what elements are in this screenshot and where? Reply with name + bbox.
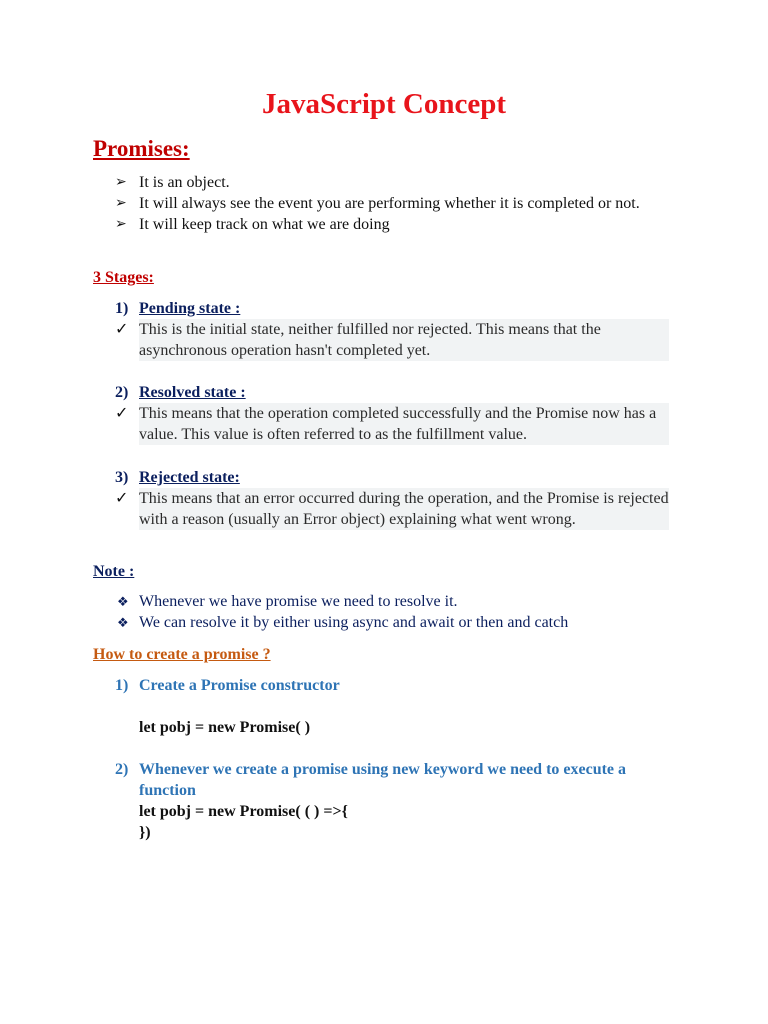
step-label: Whenever we create a promise using new keyword we need to execute a function: [139, 761, 627, 799]
step-number: 2): [115, 761, 129, 778]
stage-title: Pending state :: [139, 300, 241, 317]
arrow-bullet-icon: ➢: [115, 217, 127, 232]
note-text: Whenever we have promise we need to resolve it.: [139, 593, 458, 610]
stages-heading: 3 Stages:: [93, 269, 154, 286]
code-snippet: let pobj = new Promise( ): [139, 719, 311, 736]
step-label: Create a Promise constructor: [139, 677, 340, 694]
code-snippet: let pobj = new Promise( ( ) =>{ }): [139, 803, 348, 841]
list-item: [115, 172, 695, 193]
stage-number: 2): [115, 384, 129, 401]
step-number: 1): [115, 677, 129, 694]
promises-heading: Promises:: [93, 136, 190, 161]
diamond-bullet-icon: ❖: [117, 594, 129, 609]
arrow-bullet-icon: ➢: [115, 196, 127, 211]
stage-description: This means that the operation completed successfully and the Promise now has a value. This value is often referred to as the fulfillment value.: [139, 403, 669, 445]
bullet-text: It will keep track on what we are doing: [139, 216, 390, 233]
bullet-text: It is an object.: [139, 174, 230, 191]
checkmark-icon: ✓: [115, 490, 129, 507]
stage-title: Resolved state :: [139, 384, 246, 401]
note-heading: Note :: [93, 563, 135, 580]
bullet-text: It will always see the event you are performing whether it is completed or not.: [139, 195, 640, 212]
promise-bullet-list: [115, 172, 695, 235]
list-item: [115, 193, 695, 214]
checkmark-icon: ✓: [115, 405, 129, 422]
stage-number: 1): [115, 300, 129, 317]
stage-title: Rejected state:: [139, 469, 240, 486]
diamond-bullet-icon: ❖: [117, 615, 129, 630]
stage-description: This is the initial state, neither fulfilled nor rejected. This means that the asynchronous operation hasn't completed yet.: [139, 319, 669, 361]
checkmark-icon: ✓: [115, 321, 129, 338]
list-item: [117, 591, 677, 612]
arrow-bullet-icon: ➢: [115, 175, 127, 190]
stage-description: This means that an error occurred during the operation, and the Promise is rejected with a reason (usually an Error object) explaining what went wrong.: [139, 490, 669, 528]
note-text: We can resolve it by either using async and await or then and catch: [139, 614, 569, 631]
how-to-heading: How to create a promise ?: [93, 646, 271, 663]
page-title: JavaScript Concept: [261, 88, 507, 120]
note-list: [117, 591, 677, 633]
stage-number: 3): [115, 469, 129, 486]
list-item: [115, 214, 695, 235]
list-item: [117, 612, 677, 633]
